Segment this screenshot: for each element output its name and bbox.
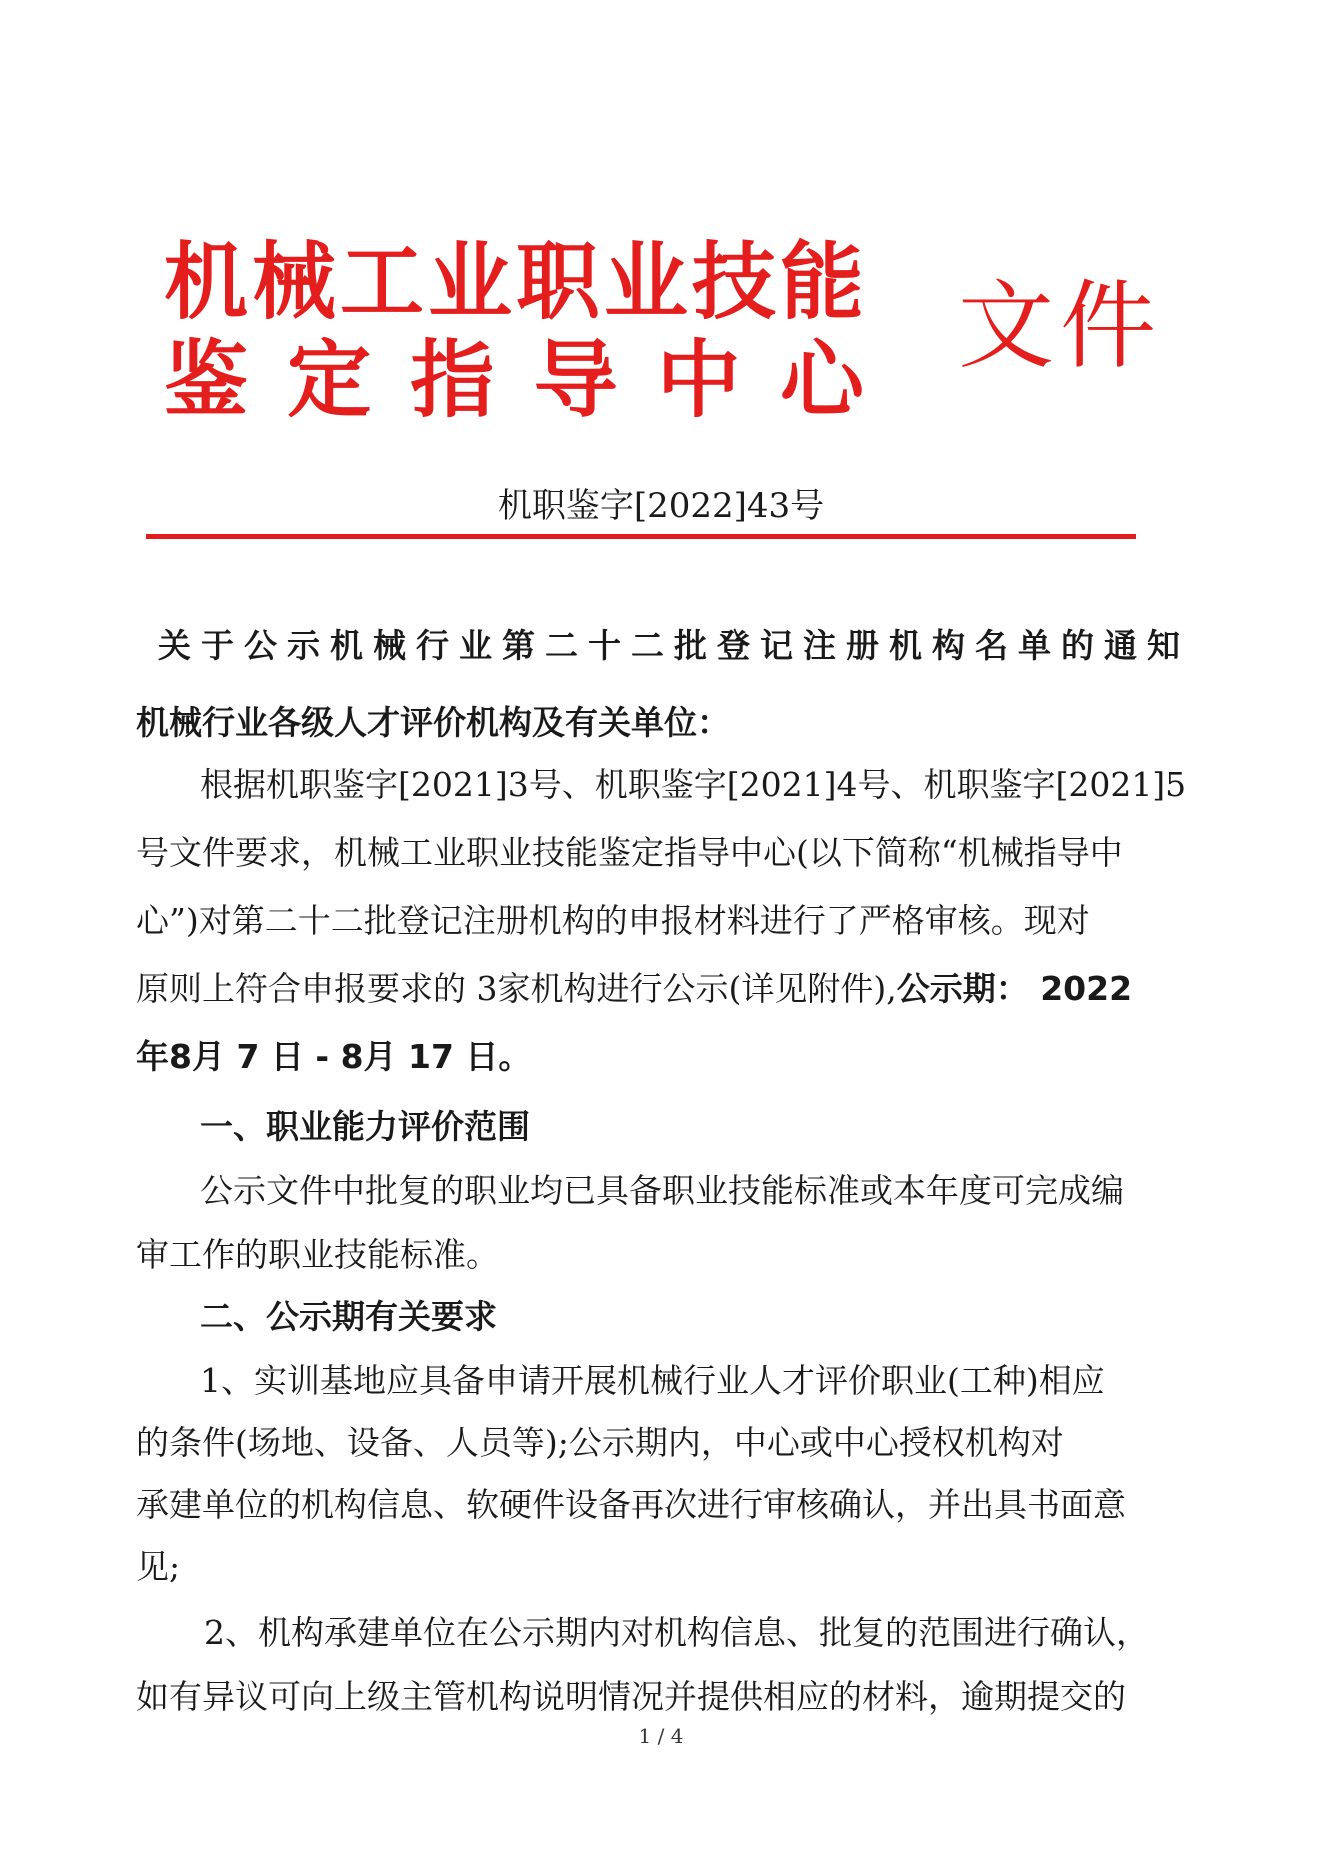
issuer-char: 定 <box>287 331 372 429</box>
intro-line: 号文件要求，机械工业职业技能鉴定指导中心(以下简称“机械指导中 <box>136 833 1123 872</box>
salutation: 机械行业各级人才评价机构及有关单位： <box>136 703 730 742</box>
section-heading: 一、职业能力评价范围 <box>200 1107 530 1146</box>
intro-line: 心”)对第二十二批登记注册机构的申报材料进行了严格审核。现对 <box>136 901 1090 940</box>
red-divider-rule <box>146 534 1136 539</box>
section-text-line: 公示文件中批复的职业均已具备职业技能标准或本年度可完成编 <box>200 1171 1124 1210</box>
publicity-period-label: 公示期： 2022 <box>896 969 1133 1008</box>
issuer-char: 中 <box>656 331 741 429</box>
issuer-char: 械 <box>251 233 336 331</box>
requirement-line: 2、机构承建单位在公示期内对机构信息、批复的范围进行确认， <box>204 1613 1149 1652</box>
section-heading: 二、公示期有关要求 <box>200 1297 497 1336</box>
issuer-char: 技 <box>691 233 776 331</box>
requirement-line: 承建单位的机构信息、软硬件设备再次进行审核确认，并出具书面意 <box>136 1485 1126 1524</box>
document-number: 机职鉴字[2022]43号 <box>497 486 825 526</box>
issuer-char: 心 <box>779 331 864 429</box>
requirement-line: 的条件(场地、设备、人员等);公示期内，中心或中心授权机构对 <box>136 1423 1064 1462</box>
intro-line: 根据机职鉴字[2021]3号、机职鉴字[2021]4号、机职鉴字[2021]5 <box>200 765 1187 804</box>
publicity-period-dates: 年8月 7 日 - 8月 17 日。 <box>136 1037 532 1076</box>
issuer-char: 能 <box>779 233 864 331</box>
issuer-char: 机 <box>164 233 249 331</box>
requirement-line: 见; <box>136 1547 181 1586</box>
issuer-char: 导 <box>533 331 618 429</box>
issuer-name-line-2 <box>164 331 864 429</box>
requirement-line: 如有异议可向上级主管机构说明情况并提供相应的材料，逾期提交的 <box>136 1677 1126 1716</box>
issuer-char: 指 <box>410 331 495 429</box>
issuer-char: 鉴 <box>164 331 249 429</box>
notice-title: 关于公示机械行业第二十二批登记注册机构名单的通知 <box>158 626 1190 665</box>
issuer-char: 业 <box>427 233 512 331</box>
issuer-char: 业 <box>603 233 688 331</box>
requirement-line: 1、实训基地应具备申请开展机械行业人才评价职业(工种)相应 <box>200 1361 1105 1400</box>
section-text-line: 审工作的职业技能标准。 <box>136 1235 499 1274</box>
document-type-label: 文件 <box>958 270 1162 382</box>
issuer-char: 职 <box>515 233 600 331</box>
page-number: 1 / 4 <box>638 1724 684 1748</box>
issuer-char: 工 <box>339 233 424 331</box>
issuer-name-line-1 <box>164 233 864 331</box>
intro-line-text: 原则上符合申报要求的 3家机构进行公示(详见附件), <box>136 969 897 1008</box>
intro-line <box>136 969 1133 1008</box>
